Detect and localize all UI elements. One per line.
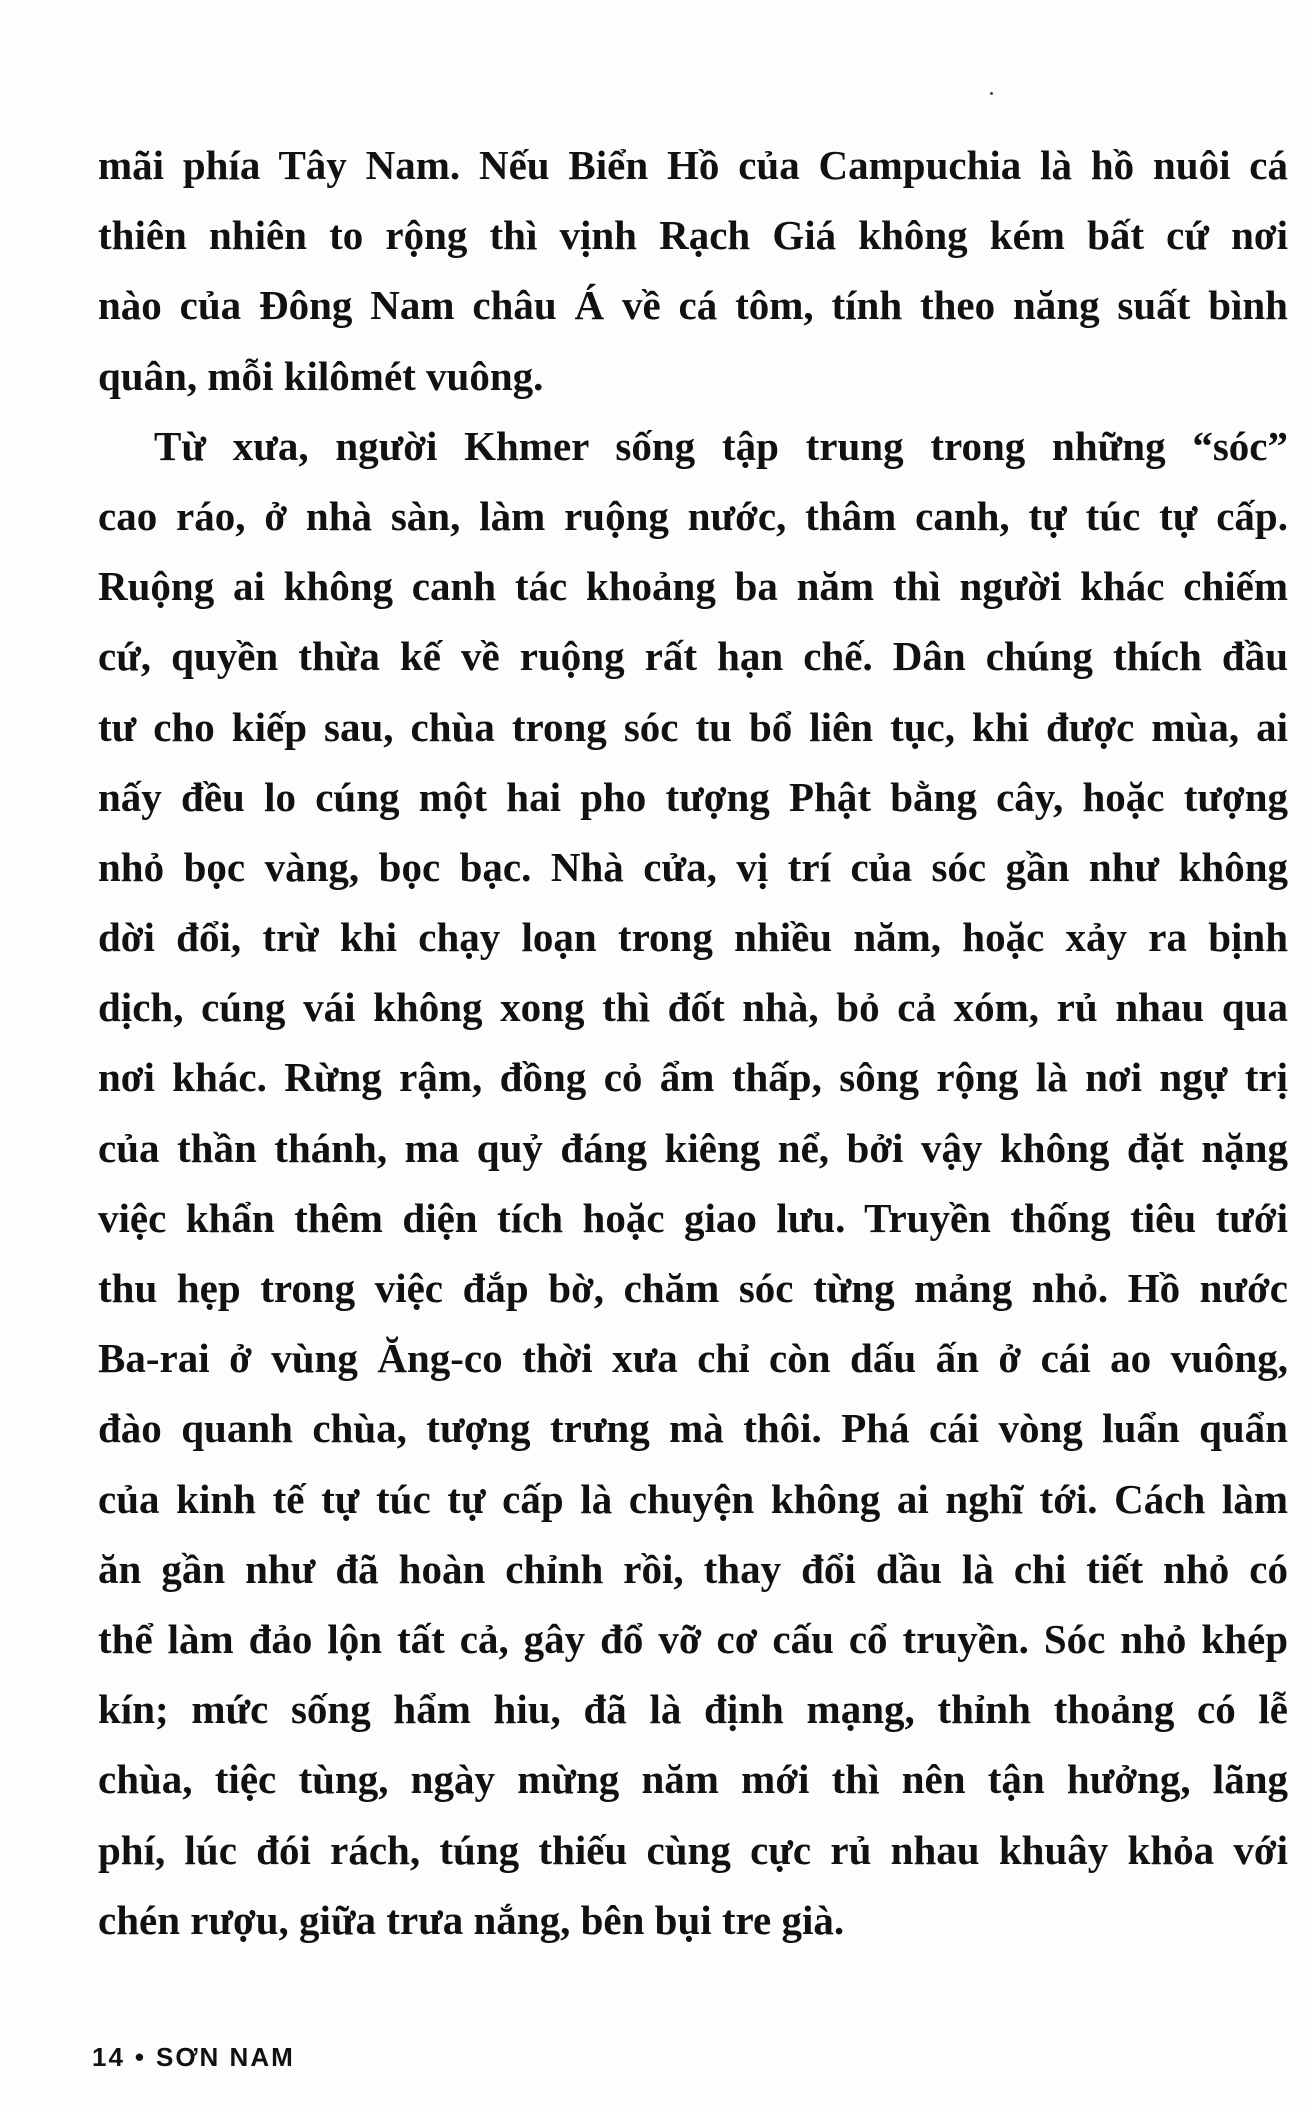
text-line: của kinh tế tự túc tự cấp là chuyện không ai nghĩ tới. Cách làm: [98, 1475, 1288, 1522]
text-line: mãi phía Tây Nam. Nếu Biển Hồ của Campuchia là hồ nuôi cá: [98, 142, 1288, 188]
text-line: cao ráo, ở nhà sàn, làm ruộng nước, thâm canh, tự túc tự cấp.: [98, 492, 1288, 539]
text-line: quân, mỗi kilômét vuông.: [98, 352, 544, 399]
text-line: chén rượu, giữa trưa nắng, bên bụi tre già.: [98, 1896, 845, 1943]
text-line: nhỏ bọc vàng, bọc bạc. Nhà cửa, vị trí của sóc gần như không: [98, 843, 1288, 890]
text-line: thể làm đảo lộn tất cả, gây đổ vỡ cơ cấu cổ truyền. Sóc nhỏ khép: [98, 1615, 1288, 1662]
page-footer: [92, 2042, 295, 2073]
text-line: thu hẹp trong việc đắp bờ, chăm sóc từng mảng nhỏ. Hồ nước: [98, 1265, 1288, 1311]
text-line: phí, lúc đói rách, túng thiếu cùng cực rủ nhau khuây khỏa với: [98, 1826, 1288, 1873]
text-line: nơi khác. Rừng rậm, đồng cỏ ẩm thấp, sông rộng là nơi ngự trị: [98, 1054, 1288, 1101]
body-text: [98, 130, 1288, 1955]
text-line: nấy đều lo cúng một hai pho tượng Phật bằng cây, hoặc tượng: [98, 773, 1288, 820]
text-line: kín; mức sống hẩm hiu, đã là định mạng, thỉnh thoảng có lễ: [98, 1686, 1288, 1733]
text-line: tư cho kiếp sau, chùa trong sóc tu bổ liên tục, khi được mùa, ai: [98, 703, 1288, 750]
text-line: dịch, cúng vái không xong thì đốt nhà, bỏ cả xóm, rủ nhau qua: [98, 984, 1288, 1031]
text-line: của thần thánh, ma quỷ đáng kiêng nể, bởi vậy không đặt nặng: [98, 1124, 1288, 1171]
text-line: thiên nhiên to rộng thì vịnh Rạch Giá không kém bất cứ nơi: [98, 212, 1288, 259]
text-line: ăn gần như đã hoàn chỉnh rồi, thay đổi dầu là chi tiết nhỏ có: [98, 1545, 1288, 1592]
author-name: SƠN NAM: [156, 2042, 295, 2072]
text-line: đào quanh chùa, tượng trưng mà thôi. Phá cái vòng luẩn quẩn: [98, 1405, 1288, 1452]
page-number: 14: [92, 2042, 125, 2072]
text-line: Từ xưa, người Khmer sống tập trung trong những “sóc”: [154, 422, 1288, 469]
text-line: việc khẩn thêm diện tích hoặc giao lưu. Truyền thống tiêu tưới: [98, 1194, 1288, 1241]
footer-separator: •: [134, 2042, 147, 2072]
text-line: nào của Đông Nam châu Á về cá tôm, tính theo năng suất bình: [98, 282, 1288, 329]
text-line: Ruộng ai không canh tác khoảng ba năm thì người khác chiếm: [98, 563, 1288, 610]
text-line: chùa, tiệc tùng, ngày mừng năm mới thì nên tận hưởng, lãng: [98, 1756, 1288, 1803]
text-line: dời đổi, trừ khi chạy loạn trong nhiều năm, hoặc xảy ra bịnh: [98, 914, 1288, 961]
scan-speck: [990, 92, 993, 95]
text-line: cứ, quyền thừa kế về ruộng rất hạn chế. Dân chúng thích đầu: [98, 633, 1288, 680]
text-line: Ba-rai ở vùng Ăng-co thời xưa chỉ còn dấu ấn ở cái ao vuông,: [98, 1335, 1288, 1382]
